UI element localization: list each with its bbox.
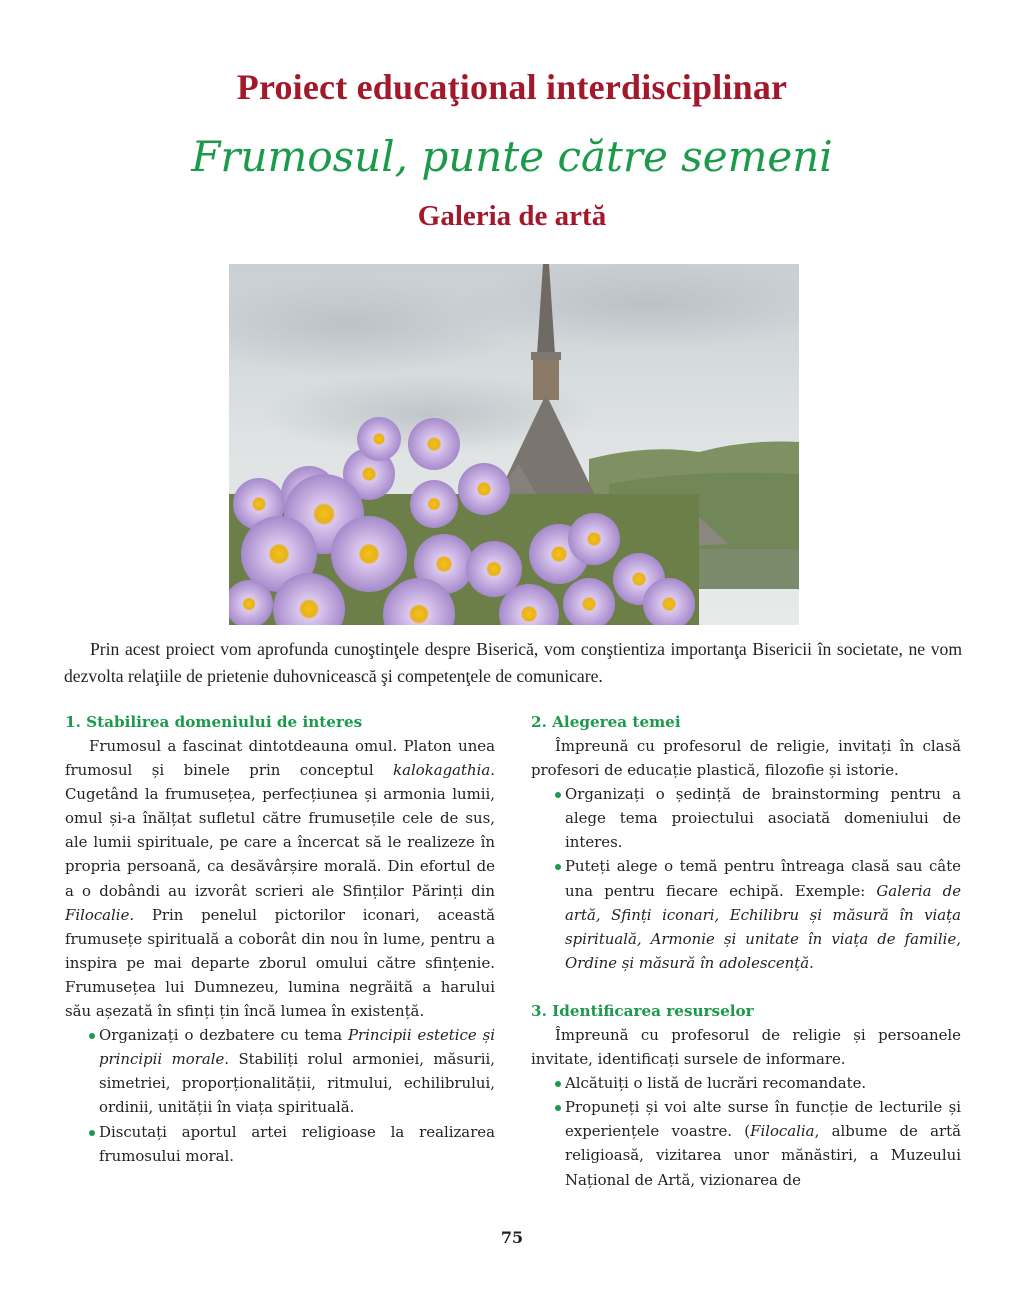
- section-3-heading: 3. Identificarea resurselor: [531, 1001, 754, 1020]
- section-3-bullets: [531, 1071, 961, 1191]
- list-item: Discutați aportul artei religioase la realizarea frumosului moral.: [89, 1120, 495, 1168]
- list-item: Alcătuiți o listă de lucrări recomandate.: [555, 1071, 961, 1095]
- left-column: [65, 710, 495, 1168]
- section-title: Galeria de artă: [417, 200, 607, 232]
- section-2-heading: 2. Alegerea temei: [531, 713, 681, 731]
- section-1-heading: 1. Stabilirea domeniului de interes: [65, 713, 363, 731]
- project-title: Proiect educaţional interdisciplinar: [236, 67, 788, 107]
- list-item: Propuneți și voi alte surse în funcție de lecturile și experiențele voastre. (Filocalia, albume de artă religioasă, vizitarea unor mănăstiri, a Muzeului Național de Artă, vizionarea de: [555, 1095, 961, 1191]
- list-item: Puteți alege o temă pentru întreaga clasă sau câte una pentru fiecare echipă. Exemple: Galeria de artă, Sfinți iconari, Echilibru și măsură în viața spirituală, Armonie și unitate în viața de familie, Ordine și măsură în adolescență.: [555, 854, 961, 974]
- section-2-bullets: [531, 782, 961, 975]
- bullet-icon: [555, 1105, 561, 1111]
- page-number: 75: [500, 1228, 524, 1247]
- section-1-bullets: [65, 1023, 495, 1168]
- bullet-icon: [89, 1130, 95, 1136]
- section-2-paragraph: Împreună cu profesorul de religie, invitați în clasă profesori de educație plastică, filozofie și istorie.: [531, 737, 961, 780]
- section-1-paragraph: Frumosul a fascinat dintotdeauna omul. Platon unea frumosul și binele prin conceptul kalokagathia. Cugetând la frumusețea, perfecțiunea și armonia lumii, omul și-a înălțat sufletul către frumusețile cele de sus, ale lumii spirituale, pe care a încercat să le realizeze în propria persoană, ca desăvârșire morală. Din efortul de a o dobândi au izvorât scrieri ale Sfinților Părinți din Filocalie. Prin penelul pictorilor iconari, această frumusețe spirituală a coborât din nou în lume, pentru a inspira pe mai departe zborul omului către sfințenie. Frumusețea lui Dumnezeu, lumina negrăită a harului său așezată în sfinți țin încă lumea în existență.: [65, 737, 495, 1021]
- bullet-icon: [555, 792, 561, 798]
- bullet-icon: [555, 1081, 561, 1087]
- list-item: Organizați o dezbatere cu tema Principii estetice și principii morale. Stabiliți rolul armoniei, măsurii, simetriei, proporționalității, ritmului, echilibrului, ordinii, unității în viața spirituală.: [89, 1023, 495, 1119]
- bullet-icon: [89, 1033, 95, 1039]
- project-subtitle: Frumosul, punte către semeni: [191, 132, 833, 181]
- right-column: [531, 710, 961, 1192]
- church-flowers-photo: [229, 264, 799, 625]
- bullet-icon: [555, 864, 561, 870]
- list-item: Organizați o ședință de brainstorming pentru a alege tema proiectului asociată domeniului de interes.: [555, 782, 961, 854]
- section-3-paragraph: Împreună cu profesorul de religie și persoanele invitate, identificați sursele de informare.: [531, 1025, 961, 1069]
- intro-paragraph: Prin acest proiect vom aprofunda cunoştinţele despre Biserică, vom conştientiza importanţa Bisericii în societate, ne vom dezvolta relaţiile de prietenie duhovnicească şi competenţele de comunicare.: [64, 639, 962, 686]
